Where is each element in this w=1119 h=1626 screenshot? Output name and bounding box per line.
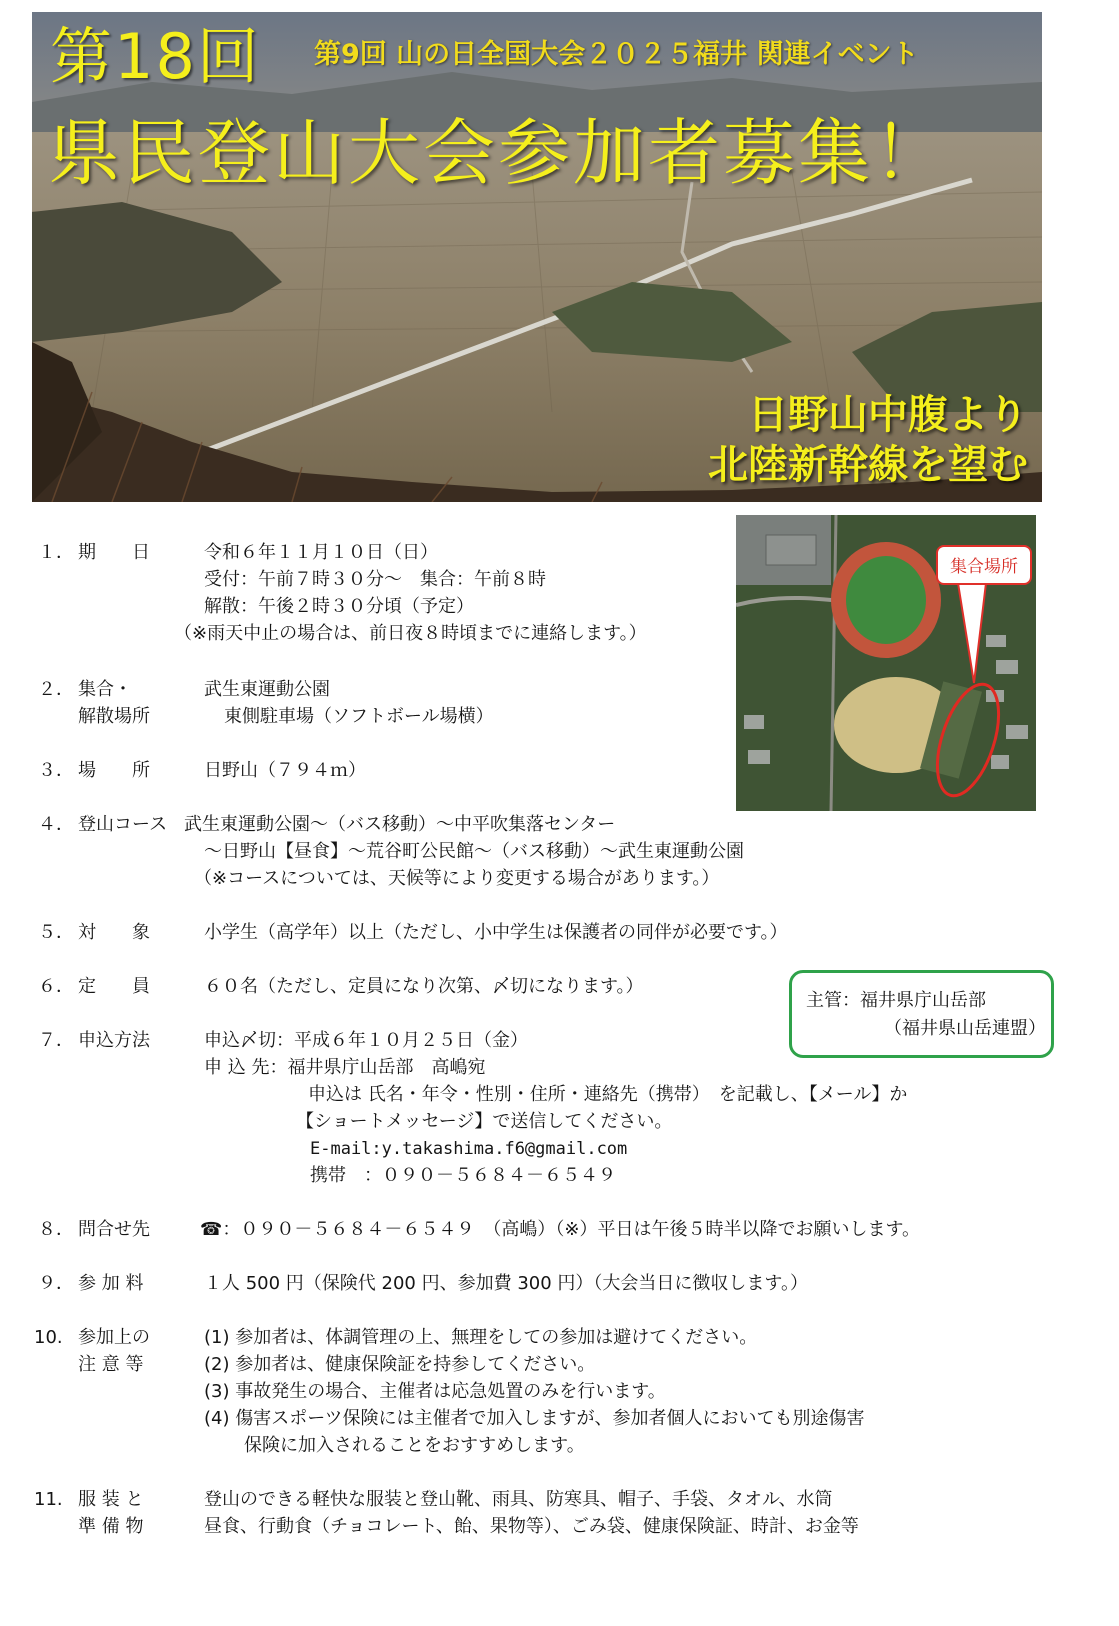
page-title: 県民登山大会参加者募集！ xyxy=(48,111,949,195)
note-1: (1) 参加者は、体調管理の上、無理をしての参加は避けてください。 xyxy=(204,1327,758,1348)
item-number: ４． xyxy=(38,814,74,835)
photo-caption-line1: 日野山中腹より xyxy=(748,392,1028,438)
application-recipient: 申 込 先：福井県庁山岳部 高嶋宛 xyxy=(204,1057,486,1078)
item-label: 解散場所 xyxy=(78,706,150,727)
location: 日野山（７９４ｍ） xyxy=(204,760,366,781)
organizer-line1: 主管：福井県庁山岳部 xyxy=(806,990,986,1011)
item-label: 注 意 等 xyxy=(78,1354,144,1375)
note-3: (3) 事故発生の場合、主催者は応急処置のみを行います。 xyxy=(204,1381,666,1402)
hero-photo xyxy=(32,12,1042,502)
meeting-place: 武生東運動公園 xyxy=(204,679,330,700)
item-label: 登山コース xyxy=(78,814,168,835)
item-label: 服 装 と xyxy=(78,1489,144,1510)
inquiry-contact: ☎：０９０－５６８４－６５４９ （高嶋）（※）平日は午後５時半以降でお願いします。 xyxy=(200,1219,921,1240)
meeting-place-map xyxy=(736,515,1036,811)
application-deadline: 申込〆切：平成６年１０月２５日（金） xyxy=(204,1030,528,1051)
item-label: 準 備 物 xyxy=(78,1516,144,1537)
item-label: 場 所 xyxy=(78,760,150,781)
mobile-number: 携帯 ：０９０－５６８４－６５４９ xyxy=(310,1165,616,1186)
reception-time: 受付：午前７時３０分～ 集合：午前８時 xyxy=(204,569,546,590)
item-number: 10. xyxy=(34,1327,63,1348)
item-number: 11. xyxy=(34,1489,63,1510)
item-number: ８． xyxy=(38,1219,74,1240)
item-label: 参 加 料 xyxy=(78,1273,144,1294)
participation-fee: １人 500 円（保険代 200 円、参加費 300 円）（大会当日に徴収します。） xyxy=(204,1273,808,1294)
item-number: １． xyxy=(38,542,74,563)
course-note: （※コースについては、天候等により変更する場合があります。） xyxy=(194,868,720,889)
course-line1: 武生東運動公園～（バス移動）～中平吹集落センター xyxy=(184,814,616,835)
item-number: ６． xyxy=(38,976,74,997)
meeting-place-callout: 集合場所 xyxy=(936,545,1032,585)
event-subtitle: 第9回 山の日全国大会２０２５福井 関連イベント xyxy=(314,39,919,70)
item-number: ３． xyxy=(38,760,74,781)
item-label: 参加上の xyxy=(78,1327,150,1348)
organizer-line2: （福井県山岳連盟） xyxy=(884,1018,1046,1039)
note-4: (4) 傷害スポーツ保険には主催者で加入しますが、参加者個人においても別途傷害 xyxy=(204,1408,865,1429)
date-line: 令和６年１１月１０日（日） xyxy=(204,542,438,563)
item-label: 対 象 xyxy=(78,922,150,943)
item-number: ５． xyxy=(38,922,74,943)
meeting-place-detail: 東側駐車場（ソフトボール場横） xyxy=(224,706,494,727)
item-number: ９． xyxy=(38,1273,74,1294)
item-label: 申込方法 xyxy=(78,1030,150,1051)
application-instructions-cont: 【ショートメッセージ】で送信してください。 xyxy=(296,1111,673,1132)
photo-caption-line2: 北陸新幹線を望む xyxy=(708,442,1028,488)
item-number: ２． xyxy=(38,679,74,700)
item-label: 問合せ先 xyxy=(78,1219,150,1240)
item-number: ７． xyxy=(38,1030,74,1051)
clothing: 登山のできる軽快な服装と登山靴、雨具、防寒具、帽子、手袋、タオル、水筒 xyxy=(204,1489,833,1510)
course-line2: ～日野山【昼食】～荒谷町公民館～（バス移動）～武生東運動公園 xyxy=(204,841,744,862)
item-label: 集合・ xyxy=(78,679,132,700)
rain-note: （※雨天中止の場合は、前日夜８時頃までに連絡します。） xyxy=(174,623,647,644)
email-address[interactable]: E-mail:y.takashima.f6@gmail.com xyxy=(310,1139,628,1159)
items-to-bring: 昼食、行動食（チョコレート、飴、果物等）、ごみ袋、健康保険証、時計、お金等 xyxy=(204,1516,859,1537)
item-label: 定 員 xyxy=(78,976,150,997)
item-label: 期 日 xyxy=(78,542,150,563)
capacity: ６０名（ただし、定員になり次第、〆切になります。） xyxy=(204,976,644,997)
photo-caption xyxy=(708,390,1028,490)
target-participants: 小学生（高学年）以上（ただし、小中学生は保護者の同伴が必要です。） xyxy=(204,922,788,943)
note-2: (2) 参加者は、健康保険証を持参してください。 xyxy=(204,1354,596,1375)
application-instructions: 申込は 氏名・年令・性別・住所・連絡先（携帯） を記載し、【メール】か xyxy=(308,1084,908,1105)
dismissal-time: 解散：午後２時３０分頃（予定） xyxy=(204,596,474,617)
note-4-cont: 保険に加入されることをおすすめします。 xyxy=(244,1435,585,1456)
organizer-box xyxy=(789,970,1054,1058)
event-number: 第18回 xyxy=(50,20,261,93)
